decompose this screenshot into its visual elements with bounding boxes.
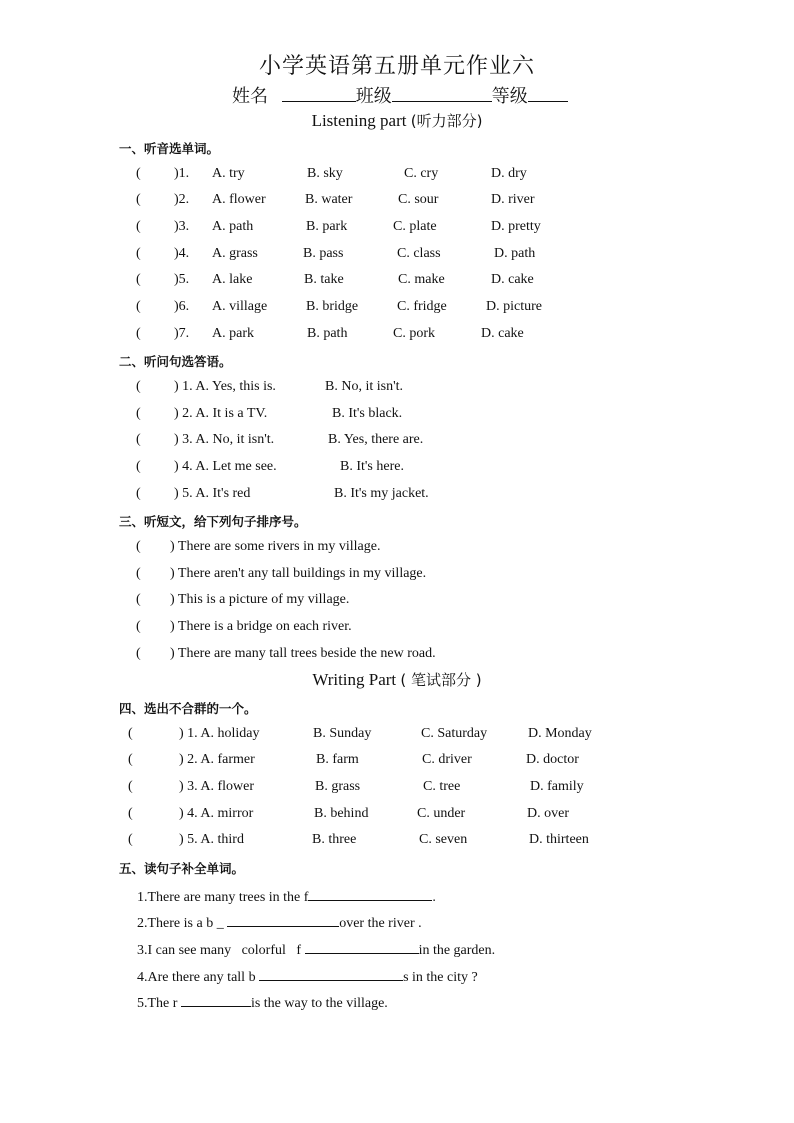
answer-bracket[interactable]: ( xyxy=(136,246,141,261)
list-item xyxy=(0,459,794,479)
option-d: D. picture xyxy=(486,299,542,314)
answer-bracket[interactable]: ( xyxy=(128,779,133,794)
sentence-text: ) There aren't any tall buildings in my village. xyxy=(170,566,427,581)
answer-bracket[interactable]: ( xyxy=(128,752,133,767)
writing-part-title: Writing Part xyxy=(312,670,397,689)
option-b: B. grass xyxy=(315,779,361,794)
answer-bracket[interactable]: ( xyxy=(136,219,141,234)
fill-blank[interactable] xyxy=(305,939,419,954)
section5-title: 五、读句子补全单词。 xyxy=(119,861,245,876)
option-c: C. pork xyxy=(393,326,435,341)
option-b: B. take xyxy=(304,272,344,287)
list-item xyxy=(137,886,436,906)
list-item xyxy=(0,299,794,319)
list-item xyxy=(0,539,794,559)
name-label: 姓名 xyxy=(232,86,268,107)
option-b: B. Yes, there are. xyxy=(328,432,424,447)
sentence-end: is the way to the village. xyxy=(250,996,388,1011)
list-item xyxy=(0,406,794,426)
sentence-text: 1.There are many trees in the f xyxy=(137,890,309,905)
list-item xyxy=(0,192,794,212)
list-item xyxy=(0,806,794,826)
option-a: A. lake xyxy=(212,272,253,287)
answer-bracket[interactable]: ( xyxy=(136,272,141,287)
list-item xyxy=(0,486,794,506)
sentence-text: ) There are many tall trees beside the new road. xyxy=(170,646,436,661)
answer-bracket[interactable]: ( xyxy=(136,192,141,207)
option-b: B. No, it isn't. xyxy=(325,379,403,394)
option-b: B. It's black. xyxy=(332,406,403,421)
option-a: ) 3. A. No, it isn't. xyxy=(174,432,275,447)
item-number: )2. xyxy=(174,192,190,207)
option-b: B. behind xyxy=(314,806,369,821)
option-c: C. under xyxy=(417,806,466,821)
answer-bracket[interactable]: ( xyxy=(136,379,141,394)
answer-bracket[interactable]: ( xyxy=(128,806,133,821)
option-b: B. Sunday xyxy=(313,726,372,741)
answer-bracket[interactable]: ( xyxy=(136,299,141,314)
option-a: ) 4. A. mirror xyxy=(179,806,254,821)
option-a: ) 2. A. It is a TV. xyxy=(174,406,268,421)
fill-blank[interactable] xyxy=(259,966,403,981)
answer-bracket[interactable]: ( xyxy=(136,432,141,447)
answer-bracket[interactable]: ( xyxy=(136,619,141,634)
answer-bracket[interactable]: ( xyxy=(128,726,133,741)
option-c: C. driver xyxy=(422,752,472,767)
sentence-end: s in the city ? xyxy=(403,970,478,985)
sentence-end: . xyxy=(432,890,436,905)
list-item xyxy=(0,566,794,586)
list-item xyxy=(137,912,422,932)
list-item xyxy=(0,166,794,186)
option-a: A. grass xyxy=(212,246,258,261)
list-item xyxy=(0,246,794,266)
option-b: B. sky xyxy=(307,166,343,181)
sentence-text: ) This is a picture of my village. xyxy=(170,592,350,607)
list-item xyxy=(0,726,794,746)
option-b: B. bridge xyxy=(306,299,359,314)
option-d: D. path xyxy=(494,246,536,261)
section3-title: 三、听短文，给下列句子排序号。 xyxy=(119,514,307,529)
writing-part-zh: ( 笔试部分 ) xyxy=(400,671,482,689)
sentence-text: ) There is a bridge on each river. xyxy=(170,619,352,634)
list-item xyxy=(0,326,794,346)
section2-title: 二、听问句选答语。 xyxy=(119,354,232,369)
answer-bracket[interactable]: ( xyxy=(136,166,141,181)
sentence-end: over the river . xyxy=(339,916,422,931)
fill-blank[interactable] xyxy=(308,886,432,901)
answer-bracket[interactable]: ( xyxy=(136,592,141,607)
option-a: ) 4. A. Let me see. xyxy=(174,459,277,474)
option-b: B. water xyxy=(305,192,353,207)
sentence-text: 3.I can see many colorful f xyxy=(137,943,305,958)
list-item xyxy=(0,379,794,399)
student-info-line xyxy=(232,82,568,108)
option-a: A. village xyxy=(212,299,268,314)
list-item xyxy=(0,779,794,799)
option-d: D. over xyxy=(527,806,569,821)
writing-part-heading xyxy=(0,669,794,690)
option-d: D. thirteen xyxy=(529,832,589,847)
option-a: A. path xyxy=(212,219,254,234)
sentence-end: in the garden. xyxy=(418,943,496,958)
option-d: D. dry xyxy=(491,166,527,181)
answer-bracket[interactable]: ( xyxy=(136,486,141,501)
list-item xyxy=(0,619,794,639)
list-item xyxy=(0,592,794,612)
answer-bracket[interactable]: ( xyxy=(136,566,141,581)
sentence-text: 4.Are there any tall b xyxy=(137,970,260,985)
item-number: )6. xyxy=(174,299,190,314)
item-number: )1. xyxy=(174,166,190,181)
answer-bracket[interactable]: ( xyxy=(136,646,141,661)
option-c: C. seven xyxy=(419,832,468,847)
list-item xyxy=(137,992,388,1012)
answer-bracket[interactable]: ( xyxy=(136,539,141,554)
list-item xyxy=(0,832,794,852)
option-c: C. fridge xyxy=(397,299,447,314)
option-c: C. Saturday xyxy=(421,726,488,741)
option-d: D. family xyxy=(530,779,584,794)
listening-part-zh: (听力部分) xyxy=(410,112,483,130)
option-a: A. try xyxy=(212,166,245,181)
grade-blank[interactable] xyxy=(528,83,568,102)
list-item xyxy=(0,752,794,772)
listening-part-heading xyxy=(0,110,794,131)
list-item xyxy=(0,219,794,239)
answer-bracket[interactable]: ( xyxy=(136,326,141,341)
sentence-text: 2.There is a b _ xyxy=(137,916,228,931)
option-b: B. farm xyxy=(316,752,359,767)
option-b: B. It's my jacket. xyxy=(334,486,429,501)
option-c: C. sour xyxy=(398,192,439,207)
option-a: ) 2. A. farmer xyxy=(179,752,255,767)
option-a: A. flower xyxy=(212,192,266,207)
option-d: D. pretty xyxy=(491,219,541,234)
sentence-text: ) There are some rivers in my village. xyxy=(170,539,381,554)
option-a: ) 5. A. It's red xyxy=(174,486,251,501)
option-c: C. make xyxy=(398,272,445,287)
answer-bracket[interactable]: ( xyxy=(136,459,141,474)
option-b: B. pass xyxy=(303,246,344,261)
item-number: )7. xyxy=(174,326,190,341)
option-c: C. tree xyxy=(423,779,461,794)
option-a: ) 1. A. Yes, this is. xyxy=(174,379,276,394)
list-item xyxy=(0,646,794,666)
answer-bracket[interactable]: ( xyxy=(136,406,141,421)
fill-blank[interactable] xyxy=(181,992,251,1007)
option-c: C. class xyxy=(397,246,441,261)
option-d: D. cake xyxy=(481,326,524,341)
option-b: B. park xyxy=(306,219,348,234)
option-b: B. It's here. xyxy=(340,459,404,474)
option-b: B. three xyxy=(312,832,357,847)
list-item xyxy=(137,966,478,986)
section1-title: 一、听音选单词。 xyxy=(119,141,220,156)
sentence-text: 5.The r xyxy=(137,996,181,1011)
option-b: B. path xyxy=(307,326,348,341)
option-a: A. park xyxy=(212,326,254,341)
answer-bracket[interactable]: ( xyxy=(128,832,133,847)
grade-label: 等级 xyxy=(491,86,528,107)
class-label: 班级 xyxy=(355,86,392,107)
list-item xyxy=(137,939,495,959)
list-item xyxy=(0,432,794,452)
option-a: ) 3. A. flower xyxy=(179,779,255,794)
listening-part-title: Listening part xyxy=(311,111,407,130)
option-a: ) 5. A. third xyxy=(179,832,244,847)
option-d: D. Monday xyxy=(528,726,592,741)
option-d: D. doctor xyxy=(526,752,579,767)
option-c: C. cry xyxy=(404,166,439,181)
worksheet-title: 小学英语第五册单元作业六 xyxy=(258,54,535,79)
class-blank[interactable] xyxy=(392,83,492,102)
option-d: D. river xyxy=(491,192,535,207)
section4-title: 四、选出不合群的一个。 xyxy=(119,701,257,716)
name-blank[interactable] xyxy=(282,83,356,102)
item-number: )4. xyxy=(174,246,190,261)
list-item xyxy=(0,272,794,292)
fill-blank[interactable] xyxy=(227,912,339,927)
item-number: )3. xyxy=(174,219,190,234)
option-a: ) 1. A. holiday xyxy=(179,726,260,741)
item-number: )5. xyxy=(174,272,190,287)
option-c: C. plate xyxy=(393,219,437,234)
option-d: D. cake xyxy=(491,272,534,287)
